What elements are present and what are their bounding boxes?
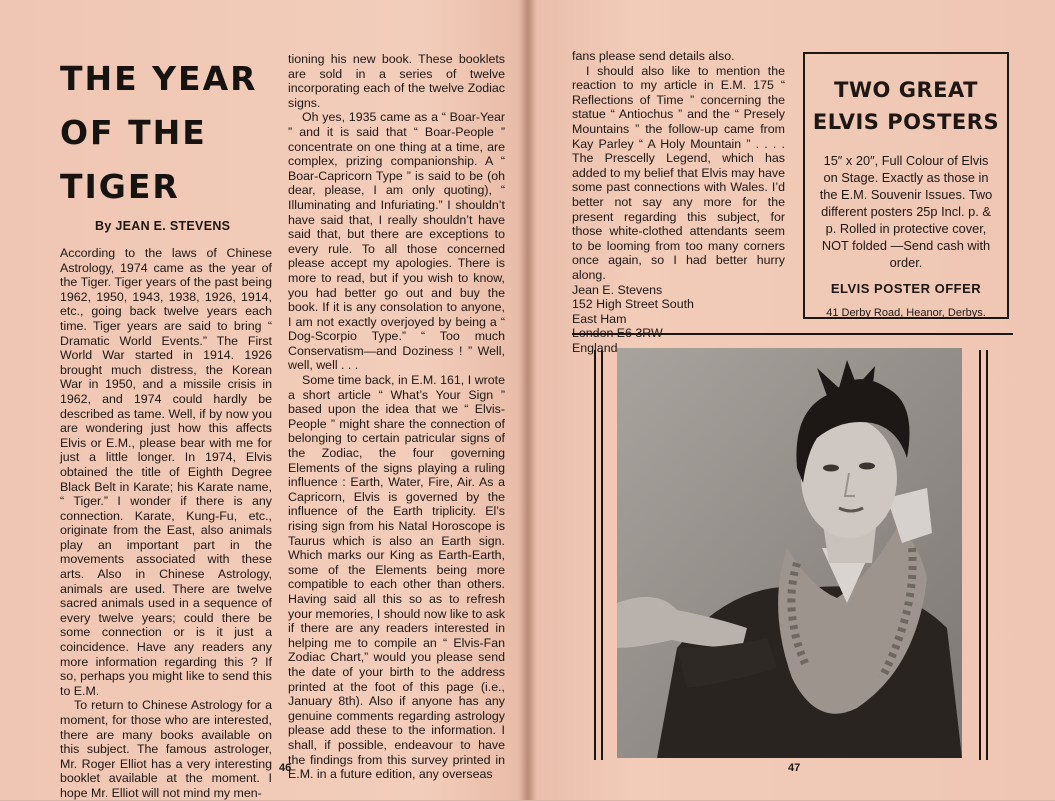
- ad-headline-line-2: ELVIS POSTERS: [812, 110, 1000, 134]
- title-line-3: TIGER: [60, 167, 180, 206]
- paragraph: Some time back, in E.M. 161, I wrote a short article “ What’s Your Sign ” based upon the idea that we “ Elvis-People ” might share the connection of belonging to certain patricular signs of the Zodiac, the four governing Elements of the signs playing a ruling influence : Earth, Water, Fire, Air. As a Capricorn, Elvis is governed by the influence of the Earth triplicity. El’s rising sign from his Natal Horoscope is Taurus which is also an Earth sign. Which marks our King as Earth-Earth, some of the Elements being more compatible to each other than others. Having said all this so as to refresh your memories, I should now like to ask if there are any readers interested in helping me to compile an “ Elvis-Fan Zodiac Chart,” would you please send the date of your birth to the address printed at the foot of this page (i.e., January 8th). Also if anyone has any genuine comments regarding astrology please add these to the information. I shall, if possible, endeavour to have the findings from this survey printed in E.M. in a future edition, any overseas: [288, 373, 505, 782]
- paragraph: I should also like to mention the reaction to my article in E.M. 175 “ Reflections of Time ” concerning the statue “ Antiochus ” and the “ Presely Mountains ” the follow-up came from Kay Parley “ A Holy Mountain ” . . . . The Prescelly Legend, which has added to my belief that Elvis may have some past connections with Wales. I’d better not say any more for the present regarding this subject, for those white-clothed attendants seem to be looming from too many corners once again, so I had better hurry along.: [572, 63, 785, 282]
- paragraph: To return to Chinese Astrology for a moment, for those who are interested, there are many books available on this subject. The famous astrologer, Mr. Roger Elliot has a very interesting booklet available at the moment. I hope Mr. Elliot will not mind my men-: [60, 698, 272, 800]
- address-line: London E6 3RW: [572, 326, 663, 341]
- paragraph: According to the laws of Chinese Astrology, 1974 came as the year of the Tiger. Tiger years of the past being 1962, 1950, 1943, 1938, 1926, 1914, etc., going back twelve years each time. Tiger years are said to bring “ Dramatic World Events.” The First World War started in 1914. 1926 brought much distress, the Korean War in 1950, and a missile crisis in 1962, and 1974 could hardly be described as tame. Well, if by now you are wondering just how this affects Elvis or E.M., please bear with me for just a little longer. In 1974, Elvis obtained the title of Eighth Degree Black Belt in Karate; his Karate name, “ Tiger.” I wonder if there is any connection. Karate, Kung-Fu, etc., originate from the East, also animals play an important part in the movements associated with these arts. Also in Chinese Astrology, animals are used. There are twelve sacred animals used in a sequence of every twelve years; could there be some connection or is it just a coincidence. Have any readers any more information regarding this ? If so, perhaps you might like to send this to E.M.: [60, 246, 272, 698]
- ad-headline: [805, 74, 1007, 138]
- text-column-a: [60, 246, 272, 801]
- page-number-left: 46: [279, 762, 292, 774]
- poster-advertisement: [803, 52, 1009, 319]
- elvis-photograph: [617, 348, 962, 758]
- byline: By JEAN E. STEVENS: [95, 219, 231, 233]
- photo-rule-right-inner: [979, 350, 981, 760]
- horizontal-rule: [572, 333, 1013, 335]
- address-line: 152 High Street South: [572, 297, 694, 312]
- address-line: East Ham: [572, 311, 627, 326]
- author-address: [572, 283, 785, 356]
- page-number-right: 47: [788, 762, 801, 774]
- text-column-b: [288, 52, 505, 782]
- left-page: [0, 0, 528, 800]
- paragraph: tioning his new book. These booklets are sold in a series of twelve incorporating each of the twelve Zodiac signs.: [288, 52, 505, 110]
- ad-address: 41 Derby Road, Heanor, Derbys.: [826, 307, 986, 319]
- title-line-1: THE YEAR: [60, 59, 258, 98]
- photo-illustration: [617, 348, 962, 758]
- photo-rule-right-outer: [986, 350, 988, 760]
- ad-headline-line-1: TWO GREAT: [834, 78, 978, 102]
- ad-offer: ELVIS POSTER OFFER: [830, 281, 982, 296]
- address-line: Jean E. Stevens: [572, 282, 663, 297]
- text-column-c: [572, 49, 785, 355]
- paragraph: Oh yes, 1935 came as a “ Boar-Year ” and it is said that “ Boar-People ” concentrate on one thing at a time, are complex, prizing companionship. A “ Boar-Capricorn Type ” is said to be (oh dear, please, I am only quoting), “ Illuminating and Infuriating.” I shouldn’t have said that, I really shouldn’t have said that, but there are exceptions to every rule. To all those concerned please accept my apologies. There is more to read, but if you wish to know, you had better go out and buy the book. If it is any consolation to anyone, I am not exactly overjoyed by being a “ Dog-Scorpio Type.” “ Too much Conservatism—and Doziness ! ” Well, well, well . . .: [288, 110, 505, 373]
- title-line-2: OF THE: [60, 113, 207, 152]
- ad-body: 15″ x 20″, Full Colour of Elvis on Stage. Exactly as those in the E.M. Souvenir Issues. Two different posters 25p Incl. p. & p. Rolled in protective cover, NOT folded —Send cash with order.: [819, 153, 993, 270]
- photo-rule-left-outer: [594, 350, 596, 760]
- article-title: [60, 52, 280, 214]
- photo-rule-left-inner: [601, 350, 603, 760]
- paragraph: fans please send details also.: [572, 49, 735, 63]
- address-line: England: [572, 340, 618, 355]
